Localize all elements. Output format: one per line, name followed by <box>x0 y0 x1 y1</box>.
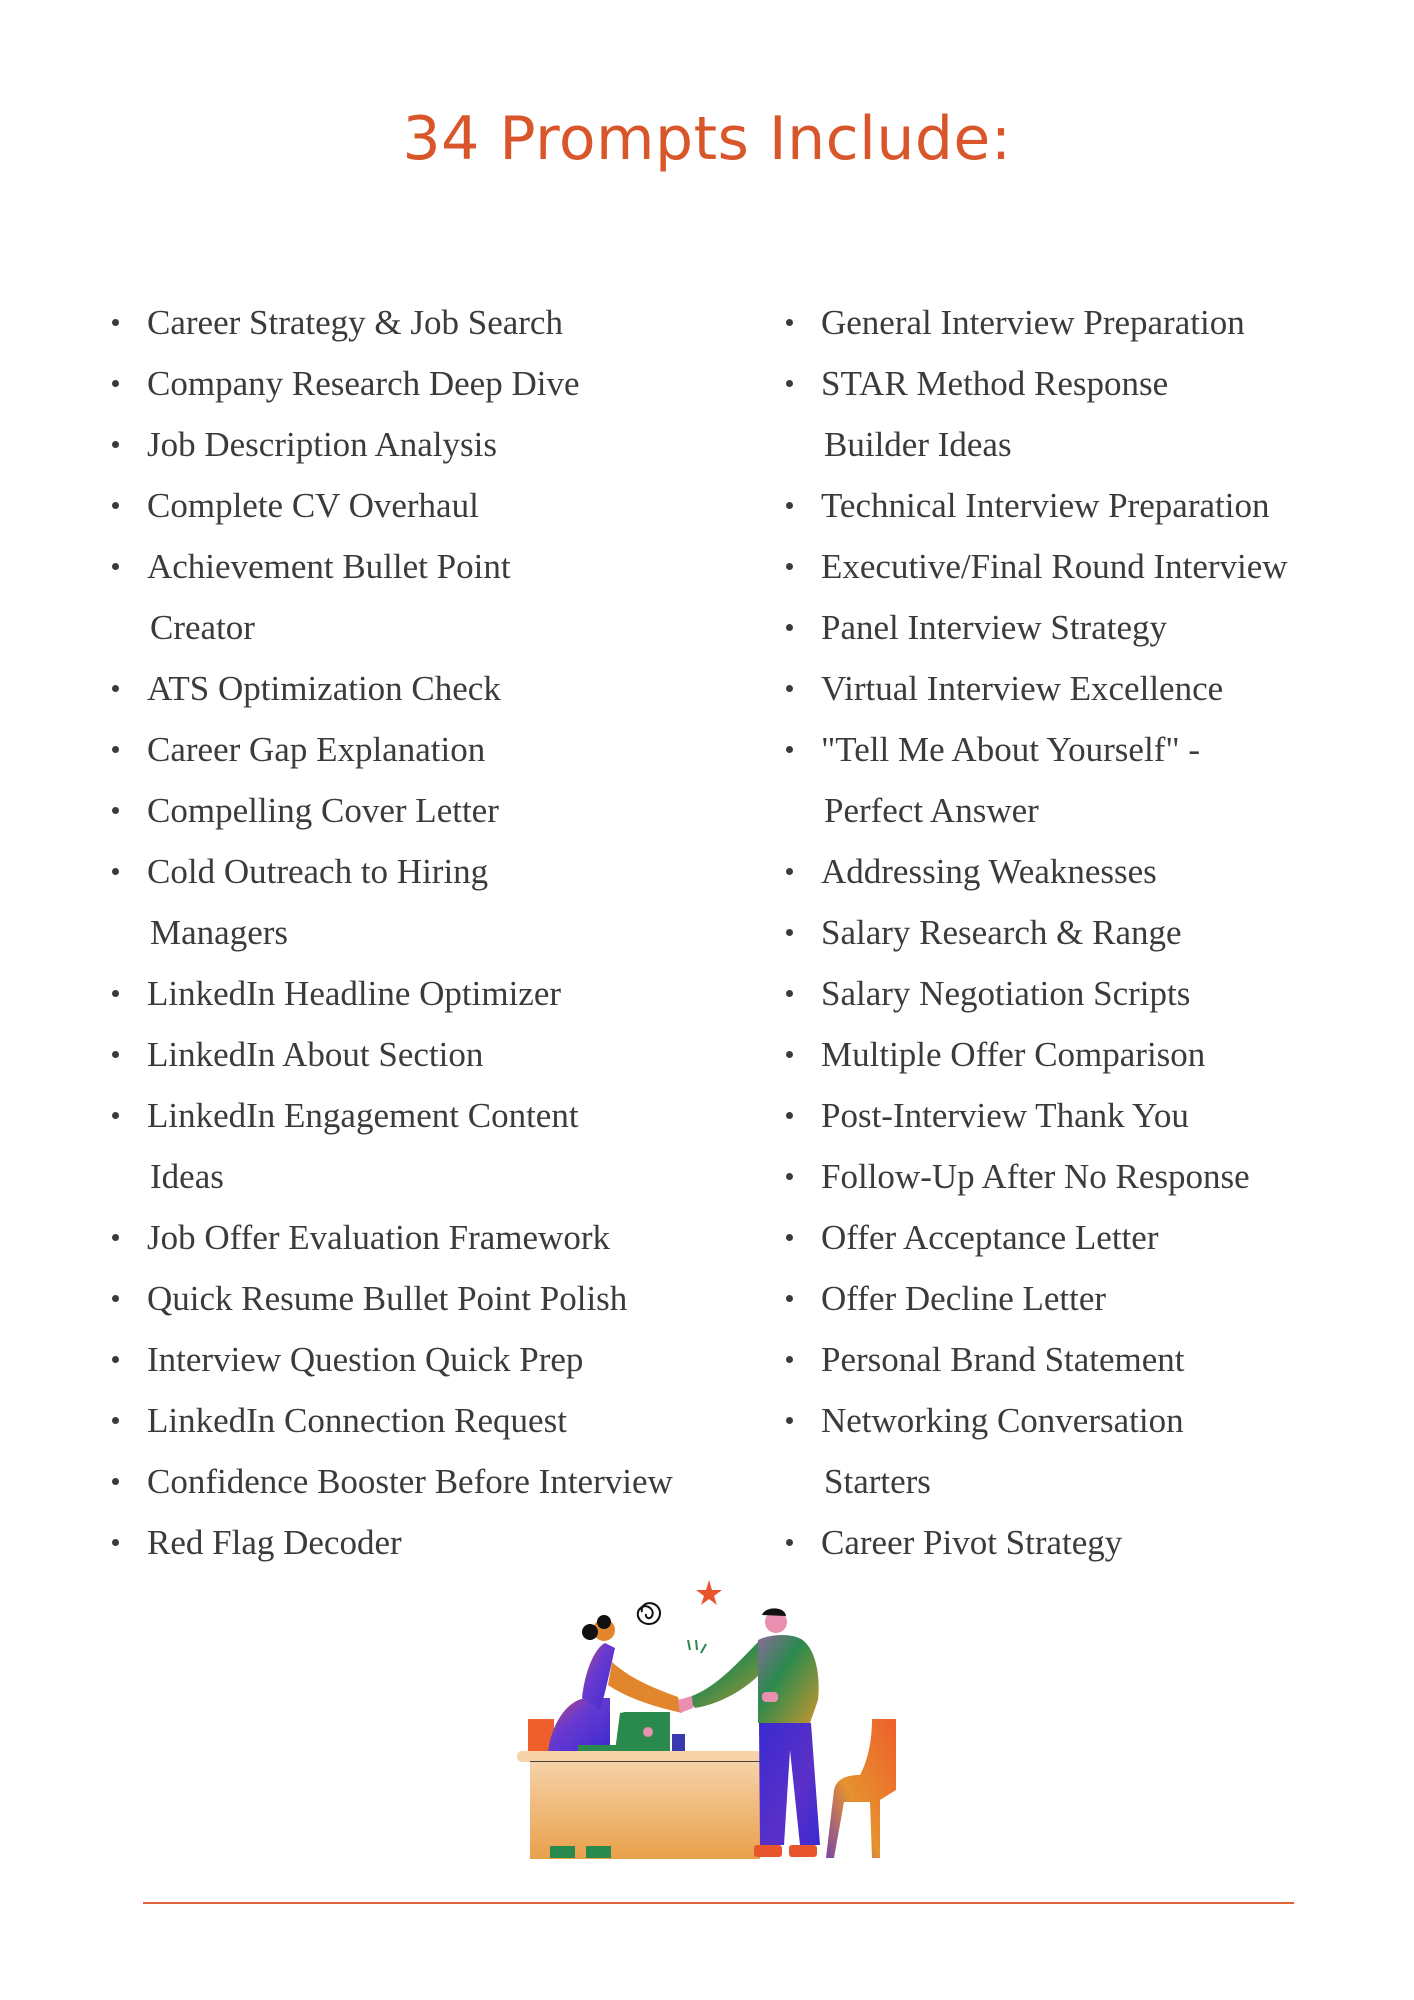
list-item <box>112 719 752 780</box>
list-item-text: Technical Interview Preparation <box>821 486 1270 525</box>
list-item <box>112 1024 752 1085</box>
list-item-text: Builder Ideas <box>824 425 1012 464</box>
bullet-icon <box>786 1356 793 1363</box>
list-item <box>112 414 752 475</box>
handshake <box>678 1696 693 1713</box>
list-item <box>112 1207 752 1268</box>
list-item-text: Managers <box>150 913 289 952</box>
bullet-icon <box>112 685 119 692</box>
bullet-icon <box>112 1112 119 1119</box>
bullet-icon <box>786 685 793 692</box>
list-item-text: LinkedIn Engagement Content <box>147 1096 579 1135</box>
bullet-icon <box>786 929 793 936</box>
bullet-icon <box>112 1051 119 1058</box>
bullet-icon <box>786 624 793 631</box>
list-item-text: Executive/Final Round Interview <box>821 547 1288 586</box>
list-item-text: Salary Negotiation Scripts <box>821 974 1191 1013</box>
list-item-text: LinkedIn Connection Request <box>147 1401 567 1440</box>
sparkle-lines <box>688 1640 706 1653</box>
list-item-text: General Interview Preparation <box>821 303 1245 342</box>
list-item-text: ATS Optimization Check <box>147 669 501 708</box>
footer-divider <box>143 1902 1294 1904</box>
bullet-icon <box>786 746 793 753</box>
list-item-text: Company Research Deep Dive <box>147 364 580 403</box>
star-icon <box>696 1580 722 1605</box>
list-item <box>112 475 752 536</box>
list-item <box>786 1390 1406 1512</box>
list-item <box>112 536 752 658</box>
list-item-text: "Tell Me About Yourself" - <box>821 730 1201 769</box>
list-item-text: Job Offer Evaluation Framework <box>147 1218 610 1257</box>
list-item-text: Interview Question Quick Prep <box>147 1340 584 1379</box>
list-item-text: Career Pivot Strategy <box>821 1523 1123 1562</box>
list-item-text: Follow-Up After No Response <box>821 1157 1250 1196</box>
list-item-text: Panel Interview Strategy <box>821 608 1168 647</box>
list-item-text: Starters <box>824 1462 931 1501</box>
prompt-list-left <box>112 292 752 1573</box>
list-item <box>786 1146 1406 1207</box>
list-item <box>786 902 1406 963</box>
bullet-icon <box>112 746 119 753</box>
list-item <box>112 963 752 1024</box>
list-item-text: LinkedIn About Section <box>147 1035 484 1074</box>
bullet-icon <box>786 502 793 509</box>
list-item-text: Ideas <box>150 1157 224 1196</box>
list-item <box>786 719 1406 841</box>
bullet-icon <box>112 807 119 814</box>
man-pants <box>759 1723 820 1845</box>
list-item-text: STAR Method Response <box>821 364 1169 403</box>
list-item <box>112 1329 752 1390</box>
list-item-text: Cold Outreach to Hiring <box>147 852 489 891</box>
list-item-text: Compelling Cover Letter <box>147 791 499 830</box>
list-item <box>786 1085 1406 1146</box>
bullet-icon <box>112 1234 119 1241</box>
bullet-icon <box>112 990 119 997</box>
list-item <box>786 1207 1406 1268</box>
list-item <box>786 658 1406 719</box>
list-item-text: Offer Acceptance Letter <box>821 1218 1159 1257</box>
list-item <box>112 841 752 963</box>
list-item <box>786 536 1406 597</box>
bullet-icon <box>112 563 119 570</box>
bullet-icon <box>112 1417 119 1424</box>
list-item-text: Achievement Bullet Point <box>147 547 511 586</box>
bullet-icon <box>786 1234 793 1241</box>
list-item <box>786 1512 1406 1573</box>
desk <box>530 1762 760 1859</box>
list-item-text: Complete CV Overhaul <box>147 486 479 525</box>
bullet-icon <box>786 380 793 387</box>
bullet-icon <box>112 441 119 448</box>
bullet-icon <box>112 1356 119 1363</box>
list-item-text: Career Strategy & Job Search <box>147 303 563 342</box>
list-item-text: Post-Interview Thank You <box>821 1096 1189 1135</box>
list-item <box>786 292 1406 353</box>
list-item <box>786 597 1406 658</box>
list-item <box>112 658 752 719</box>
list-item <box>112 292 752 353</box>
right-chair <box>826 1719 896 1858</box>
swirl-icon <box>638 1603 660 1624</box>
bullet-icon <box>786 1112 793 1119</box>
page-title: 34 Prompts Include: <box>402 104 1012 174</box>
bullet-icon <box>786 1295 793 1302</box>
list-item <box>112 780 752 841</box>
list-item <box>786 1329 1406 1390</box>
list-item-text: Perfect Answer <box>824 791 1039 830</box>
list-item <box>786 353 1406 475</box>
list-item-text: Addressing Weaknesses <box>821 852 1157 891</box>
bullet-icon <box>786 1417 793 1424</box>
list-item-text: Quick Resume Bullet Point Polish <box>147 1279 628 1318</box>
prompt-list-right <box>786 292 1406 1573</box>
list-item-text: LinkedIn Headline Optimizer <box>147 974 562 1013</box>
bullet-icon <box>112 1295 119 1302</box>
bullet-icon <box>112 380 119 387</box>
list-item <box>786 841 1406 902</box>
list-item-text: Offer Decline Letter <box>821 1279 1107 1318</box>
bullet-icon <box>786 990 793 997</box>
bullet-icon <box>112 319 119 326</box>
bullet-icon <box>786 319 793 326</box>
handshake-illustration <box>500 1570 920 1910</box>
list-item-text: Job Description Analysis <box>147 425 497 464</box>
list-item <box>786 1024 1406 1085</box>
bullet-icon <box>786 868 793 875</box>
list-item-text: Personal Brand Statement <box>821 1340 1185 1379</box>
list-item <box>112 1390 752 1451</box>
desk-top <box>517 1751 762 1762</box>
list-item-text: Confidence Booster Before Interview <box>147 1462 673 1501</box>
list-item <box>112 1451 752 1512</box>
list-item-text: Red Flag Decoder <box>147 1523 402 1562</box>
list-item <box>786 475 1406 536</box>
list-item <box>786 1268 1406 1329</box>
list-item <box>112 1268 752 1329</box>
list-item-text: Salary Research & Range <box>821 913 1182 952</box>
bullet-icon <box>112 502 119 509</box>
list-item-text: Creator <box>150 608 255 647</box>
bullet-icon <box>786 563 793 570</box>
list-item <box>112 1512 752 1573</box>
woman-arm <box>608 1662 682 1713</box>
bullet-icon <box>112 868 119 875</box>
bullet-icon <box>112 1478 119 1485</box>
list-item-text: Networking Conversation <box>821 1401 1184 1440</box>
bullet-icon <box>786 1539 793 1546</box>
list-item <box>112 1085 752 1207</box>
man-shirt <box>758 1635 819 1723</box>
list-item <box>786 963 1406 1024</box>
bullet-icon <box>786 1051 793 1058</box>
bullet-icon <box>112 1539 119 1546</box>
bullet-icon <box>786 1173 793 1180</box>
list-item-text: Career Gap Explanation <box>147 730 486 769</box>
list-item-text: Virtual Interview Excellence <box>821 669 1224 708</box>
list-item-text: Multiple Offer Comparison <box>821 1035 1206 1074</box>
list-item <box>112 353 752 414</box>
pencil-cup <box>672 1734 685 1751</box>
